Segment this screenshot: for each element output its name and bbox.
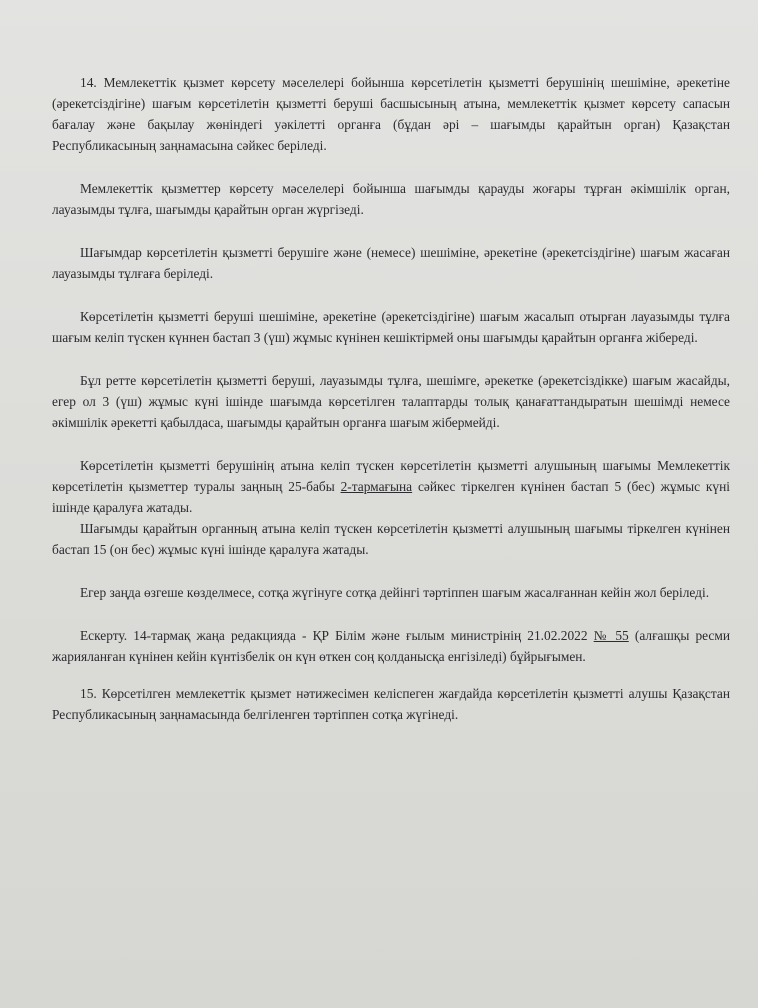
- amendment-note: [52, 625, 730, 667]
- order-number-link[interactable]: № 55: [593, 628, 629, 643]
- paragraph-text: Көрсетілетін қызметті берушінің атына келіп түскен көрсетілетін қызметті алушының шағымы Мемлекеттік көрсетілетін қызметтер туралы заңның 25-бабы: [52, 458, 730, 494]
- paragraph-complaint-recipients: Шағымдар көрсетілетін қызметті берушіге және (немесе) шешіміне, әрекетіне (әрекетсіздігіне) шағым жасаған лауазымды тұлғаға беріледі.: [52, 245, 730, 281]
- law-article-link[interactable]: 2-тармағына: [340, 479, 413, 494]
- paragraph-forwarding-deadline: Көрсетілетін қызметті беруші шешіміне, әрекетіне (әрекетсіздігіне) шағым жасалып отырған лауазымды тұлға шағым келіп түскен күннен бастап 3 (үш) жұмыс күнінен кешіктірмей оны шағымды қарайтын органға жібереді.: [52, 309, 730, 345]
- note-text: Ескерту. 14-тармақ жаңа редакцияда - ҚР Білім және ғылым министрінің 21.02.2022: [80, 628, 594, 643]
- note-text: (алғашқы ресми жарияланған күнінен кейін күнтізбелік он күн өткен соң қолданысқа енгізіледі) бұйрығымен.: [52, 628, 730, 664]
- paragraph-no-forwarding-condition: Бұл ретте көрсетілетін қызметті беруші, лауазымды тұлға, шешімге, әрекетке (әрекетсіздікке) шағым жасайды, егер ол 3 (үш) жұмыс күні ішінде шағымда көрсетілген талаптарды толық қанағаттандыратын шешімді немесе әкімшілік әрекетті қабылдаса, шағымды қарайтын органға шағым жібермейді.: [52, 373, 730, 430]
- paragraph-review-body-term: Шағымды қарайтын органның атына келіп түскен көрсетілетін қызметті алушының шағымы тіркелген күнінен бастап 15 (он бес) жұмыс күні ішінде қаралуға жатады.: [52, 521, 730, 557]
- paragraph-court-access: Егер заңда өзгеше көзделмесе, сотқа жүгінуге сотқа дейінгі тәртіппен шағым жасалғаннан кейін жол беріледі.: [80, 585, 710, 600]
- paragraph-14: 14. Мемлекеттік қызмет көрсету мәселелері бойынша көрсетілетін қызметті берушінің шешіміне, әрекетіне (әрекетсіздігіне) шағым көрсетілетін қызметті беруші басшысының атына, мемлекеттік қызмет көрсету сапасын бағалау және бақылау жөніндегі уәкілетті органға (бұдан әрі – шағымды қарайтын орган) Қазақстан Республикасының заңнамасына сәйкес беріледі.: [52, 75, 730, 153]
- paragraph-text: сәйкес тіркелген күнінен бастап 5 (бес) жұмыс күні ішінде қаралуға жатады.: [52, 479, 730, 515]
- paragraph-provider-review-term: [52, 455, 730, 518]
- paragraph-review-bodies: Мемлекеттік қызметтер көрсету мәселелері бойынша шағымды қарауды жоғары тұрған әкімшілік орган, лауазымды тұлға, шағымды қарайтын орган жүргізеді.: [52, 181, 730, 217]
- paragraph-15: 15. Көрсетілген мемлекеттік қызмет нәтижесімен келіспеген жағдайда көрсетілетін қызметті алушы Қазақстан Республикасының заңнамасында белгіленген тәртіппен сотқа жүгінеді.: [52, 686, 730, 722]
